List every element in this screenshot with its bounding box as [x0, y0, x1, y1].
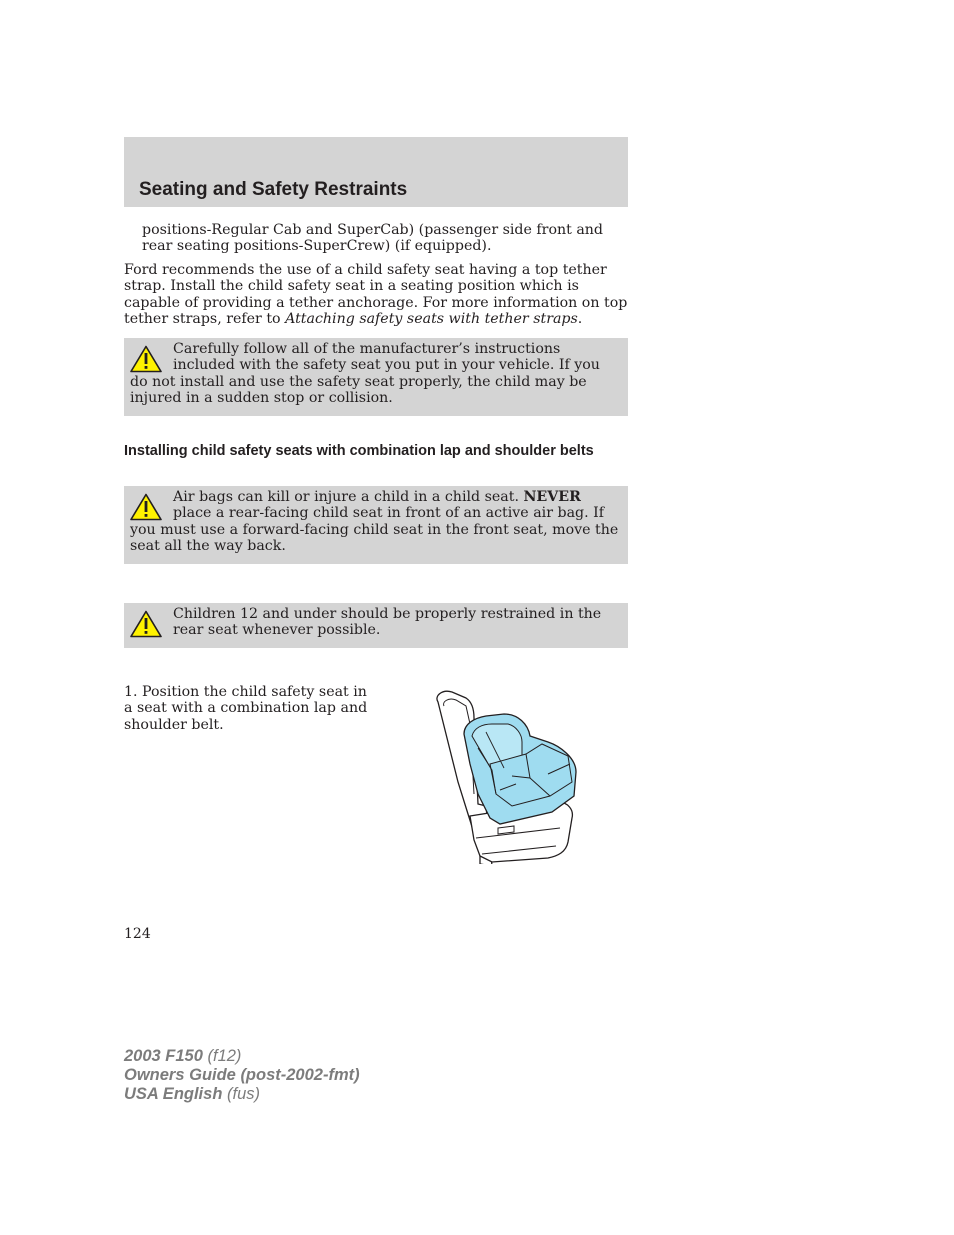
section-title: Seating and Safety Restraints — [139, 179, 408, 200]
footer-language-code: (fus) — [227, 1085, 260, 1103]
tether-paragraph-text: Ford recommends the use of a child safety seat having a top tether strap. Install the child safety seat in a seating position which is capable of providing a tether anchorage. For more information on top tether straps, refer to — [124, 262, 628, 328]
warning-children-body: Children 12 and under should be properly restrained in the rear seat whenever possible. — [173, 606, 602, 639]
footer-guide: Owners Guide (post-2002-fmt) — [124, 1066, 360, 1084]
warning-airbag-after: place a rear-facing child seat in front of an active air bag. If you must use a forward-facing child seat in the front seat, move the seat all the way back. — [130, 505, 619, 555]
tether-paragraph-end: . — [577, 311, 583, 328]
warning-airbag-emphasis: NEVER — [523, 489, 581, 505]
warning-text-airbag — [130, 489, 622, 555]
footer-model-line — [124, 1047, 360, 1066]
tether-paragraph — [124, 262, 628, 328]
section-header-band — [124, 137, 628, 207]
warning-box-manufacturer — [124, 338, 628, 416]
intro-continuation-text: positions-Regular Cab and SuperCab) (passenger side front and rear seating positions-SuperCrew) (if equipped). — [142, 222, 604, 255]
step-1-text: 1. Position the child safety seat in a seat with a combination lap and shoulder belt. — [124, 684, 368, 733]
footer-guide-line — [124, 1066, 360, 1085]
warning-manufacturer-body: Carefully follow all of the manufacturer’s instructions included with the safety seat you put in your vehicle. If you do not install and use the safety seat properly, the child may be injured in a sudden stop or collision. — [130, 341, 600, 407]
warning-text-manufacturer — [130, 341, 622, 407]
warning-box-airbag — [124, 486, 628, 564]
child-safety-seat-illustration — [430, 684, 580, 864]
page-number: 124 — [124, 926, 151, 942]
footer-language-line — [124, 1085, 360, 1104]
warning-box-children — [124, 603, 628, 648]
footer-language: USA English — [124, 1085, 223, 1103]
footer-model: 2003 F150 — [124, 1047, 203, 1065]
tether-cross-reference: Attaching safety seats with tether straps — [285, 311, 578, 328]
warning-airbag-before: Air bags can kill or injure a child in a child seat. — [173, 489, 524, 505]
section-heading: Installing child safety seats with combination lap and shoulder belts — [124, 443, 594, 459]
warning-text-children — [130, 606, 622, 639]
document-footer — [124, 1047, 360, 1104]
footer-model-code: (f12) — [207, 1047, 242, 1065]
